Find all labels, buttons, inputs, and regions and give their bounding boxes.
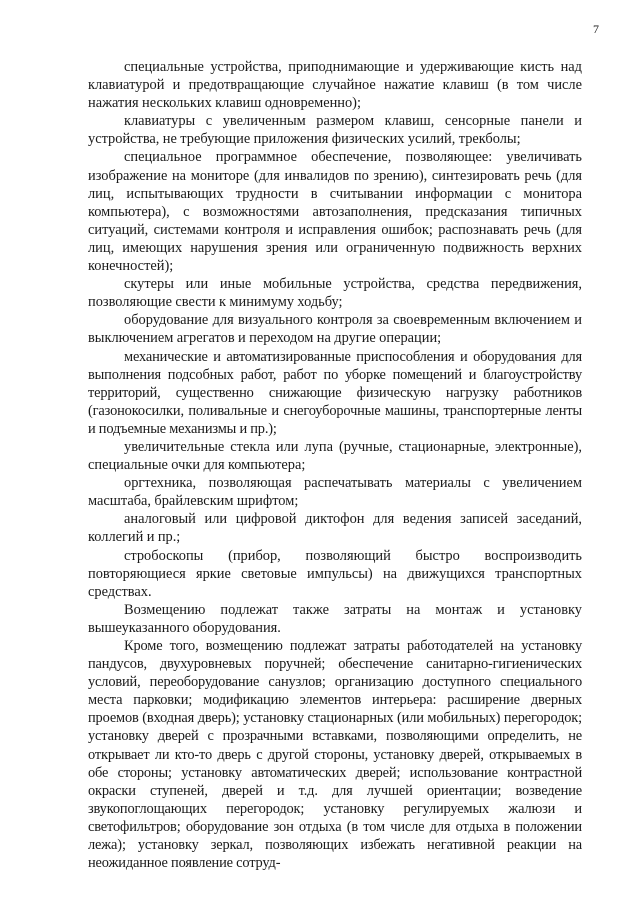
list-item-scooters: скутеры или иные мобильные устройства, средства передвижения, позволяющие свести к минимуму ходьбу;: [88, 276, 582, 311]
list-item-stroboscopes: стробоскопы (прибор, позволяющий быстро воспроизводить повторяющиеся яркие световые импульсы) на движущихся транспортных средствах.: [88, 547, 582, 600]
page-number: 7: [593, 22, 599, 36]
list-item-dictaphone: аналоговый или цифровой диктофон для ведения записей заседаний, коллегий и пр.;: [88, 511, 582, 546]
paragraph-installation-costs: Возмещению подлежат также затраты на монтаж и установку вышеуказанного оборудования.: [88, 601, 582, 636]
list-item-mechanical-equipment: механические и автоматизированные приспособления и оборудования для выполнения подсобных работ, работ по уборке помещений и благоустройству территорий, существенно снижающие физическую нагрузку работников (газонокосилки, поливальные и снегоуборочные машины, транспортерные ленты и подъемные механизмы и пр.);: [88, 348, 582, 437]
paragraph-employer-costs: Кроме того, возмещению подлежат затраты работодателей на установку пандусов, двухуровневых поручней; обеспечение санитарно-гигиенических условий, переоборудование санузлов; организацию доступного специального места парковки; модификацию элементов интерьера: расширение дверных проемов (входная дверь); установку стационарных (или мобильных) перегородок; установку дверей с прозрачными вставками, позволяющими определить, не открывает ли кто-то дверь с другой стороны, установку дверей, открываемых в обе стороны; установку автоматических дверей; использование контрастной окраски ступеней, дверей и т.д. для лучшей ориентации; возведение звукопоглощающих перегородок; установку регулируемых жалюзи и светофильтров; оборудование зон отдыха (в том числе для отдыха в положении лежа); установку зеркал, позволяющих избежать негативной реакции на неожиданное появление сотруд-: [88, 638, 582, 872]
list-item-office-equipment: оргтехника, позволяющая распечатывать материалы с увеличением масштаба, брайлевским шрифтом;: [88, 475, 582, 510]
document-body: [88, 58, 582, 872]
list-item-magnifiers: увеличительные стекла или лупа (ручные, стационарные, электронные), специальные очки для компьютера;: [88, 438, 582, 474]
list-item-keyboard-holders: специальные устройства, приподнимающие и удерживающие кисть над клавиатурой и предотвращающие случайное нажатие клавиш (в том числе нажатия нескольких клавиш одновременно);: [88, 59, 582, 112]
list-item-special-software: специальное программное обеспечение, позволяющее: увеличивать изображение на мониторе (для инвалидов по зрению), синтезировать речь (для лиц, испытывающих трудности в считывании информации с монитора компьютера), с возможностями автозаполнения, предсказания типичных ситуаций, системами контроля и исправления ошибок; распознавать речь (для лиц, имеющих нарушения зрения или ограниченную подвижность верхних конечностей);: [88, 149, 582, 275]
list-item-large-keyboards: клавиатуры с увеличенным размером клавиш, сенсорные панели и устройства, не требующие приложения физических усилий, трекболы;: [88, 113, 582, 148]
list-item-visual-control-equipment: оборудование для визуального контроля за своевременным включением и выключением агрегатов и переходом на другие операции;: [88, 312, 582, 347]
